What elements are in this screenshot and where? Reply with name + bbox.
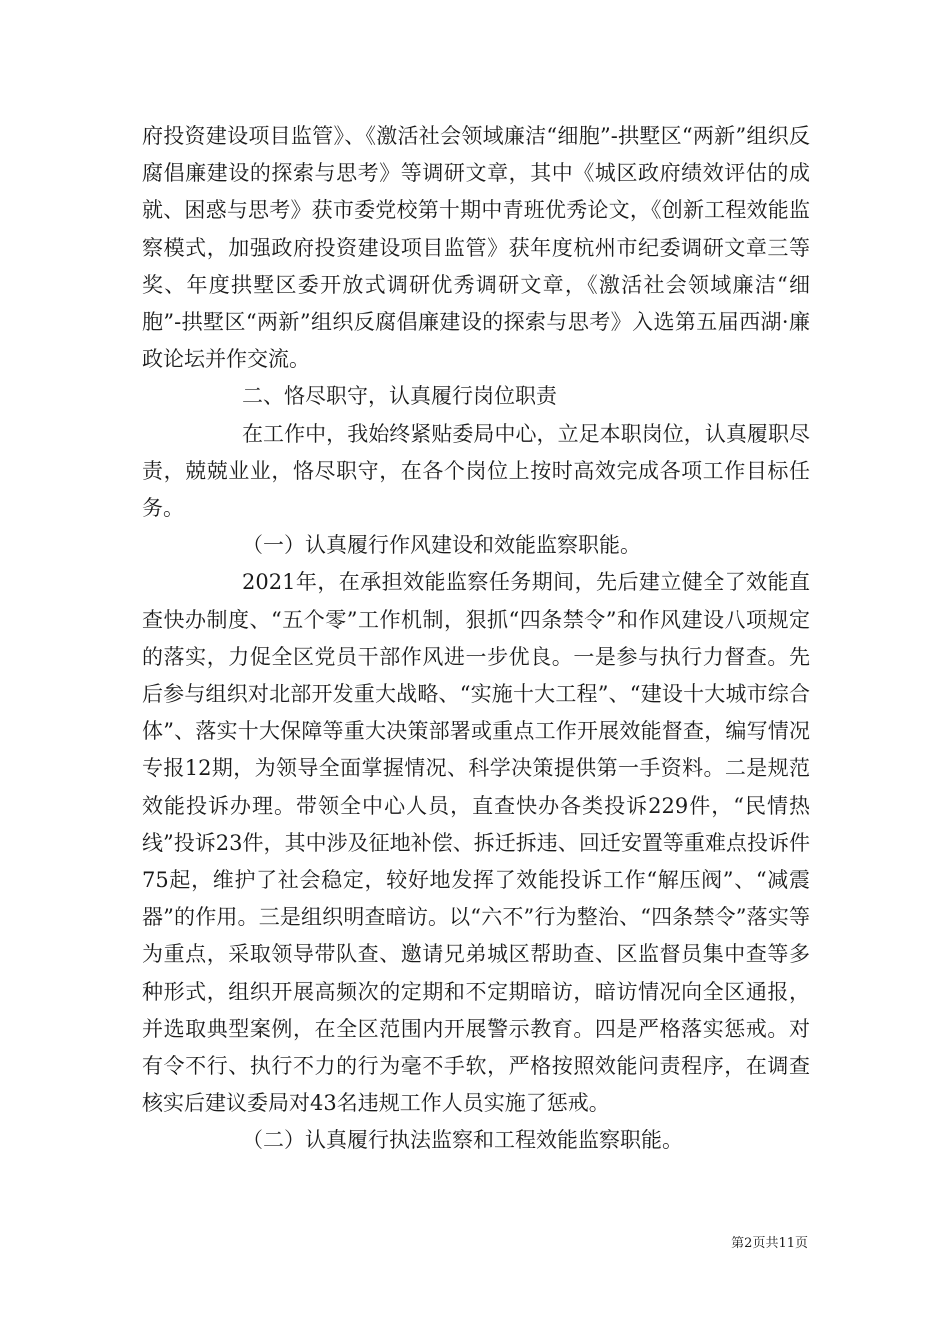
document-body xyxy=(142,118,810,1160)
subsection-heading-1: （一）认真履行作风建设和效能监察职能。 xyxy=(242,533,641,558)
paragraph-continuation: 府投资建设项目监管》、《激活社会领域廉洁“细胞”-拱墅区“两新”组织反腐倡廉建设的探索与思考》等调研文章，其中《城区政府绩效评估的成就、困惑与思考》获市委党校第十期中青班优秀论文，《创新工程效能监察模式，加强政府投资建设项目监管》获年度杭州市纪委调研文章三等奖、年度拱墅区委开放式调研优秀调研文章，《激活社会领域廉洁“细胞”-拱墅区“两新”组织反腐倡廉建设的探索与思考》入选第五届西湖·廉政论坛并作交流。 xyxy=(142,124,810,372)
paragraph-body: 2021年，在承担效能监察任务期间，先后建立健全了效能直查快办制度、“五个零”工作机制，狠抓“四条禁令”和作风建设八项规定的落实，力促全区党员干部作风进一步优良。一是参与执行力督查。先后参与组织对北部开发重大战略、“实施十大工程”、“建设十大城市综合体”、落实十大保障等重大决策部署或重点工作开展效能督查，编写情况专报12期，为领导全面掌握情况、科学决策提供第一手资料。二是规范效能投诉办理。带领全中心人员，直查快办各类投诉229件，“民情热线”投诉23件，其中涉及征地补偿、拆迁拆违、回迁安置等重难点投诉件75起，维护了社会稳定，较好地发挥了效能投诉工作“解压阀”、“减震器”的作用。三是组织明查暗访。以“六不”行为整治、“四条禁令”落实等为重点，采取领导带队查、邀请兄弟城区帮助查、区监督员集中查等多种形式，组织开展高频次的定期和不定期暗访，暗访情况向全区通报，并选取典型案例，在全区范围内开展警示教育。四是严格落实惩戒。对有令不行、执行不力的行为毫不手软，严格按照效能问责程序，在调查核实后建议委局对43名违规工作人员实施了惩戒。 xyxy=(142,570,810,1116)
paragraph-intro: 在工作中，我始终紧贴委局中心，立足本职岗位，认真履职尽责，兢兢业业，恪尽职守，在各个岗位上按时高效完成各项工作目标任务。 xyxy=(142,421,810,521)
section-heading: 二、恪尽职守，认真履行岗位职责 xyxy=(242,384,557,409)
subsection-heading-2: （二）认真履行执法监察和工程效能监察职能。 xyxy=(242,1128,683,1153)
page-number: 第2页共11页 xyxy=(731,1236,808,1251)
